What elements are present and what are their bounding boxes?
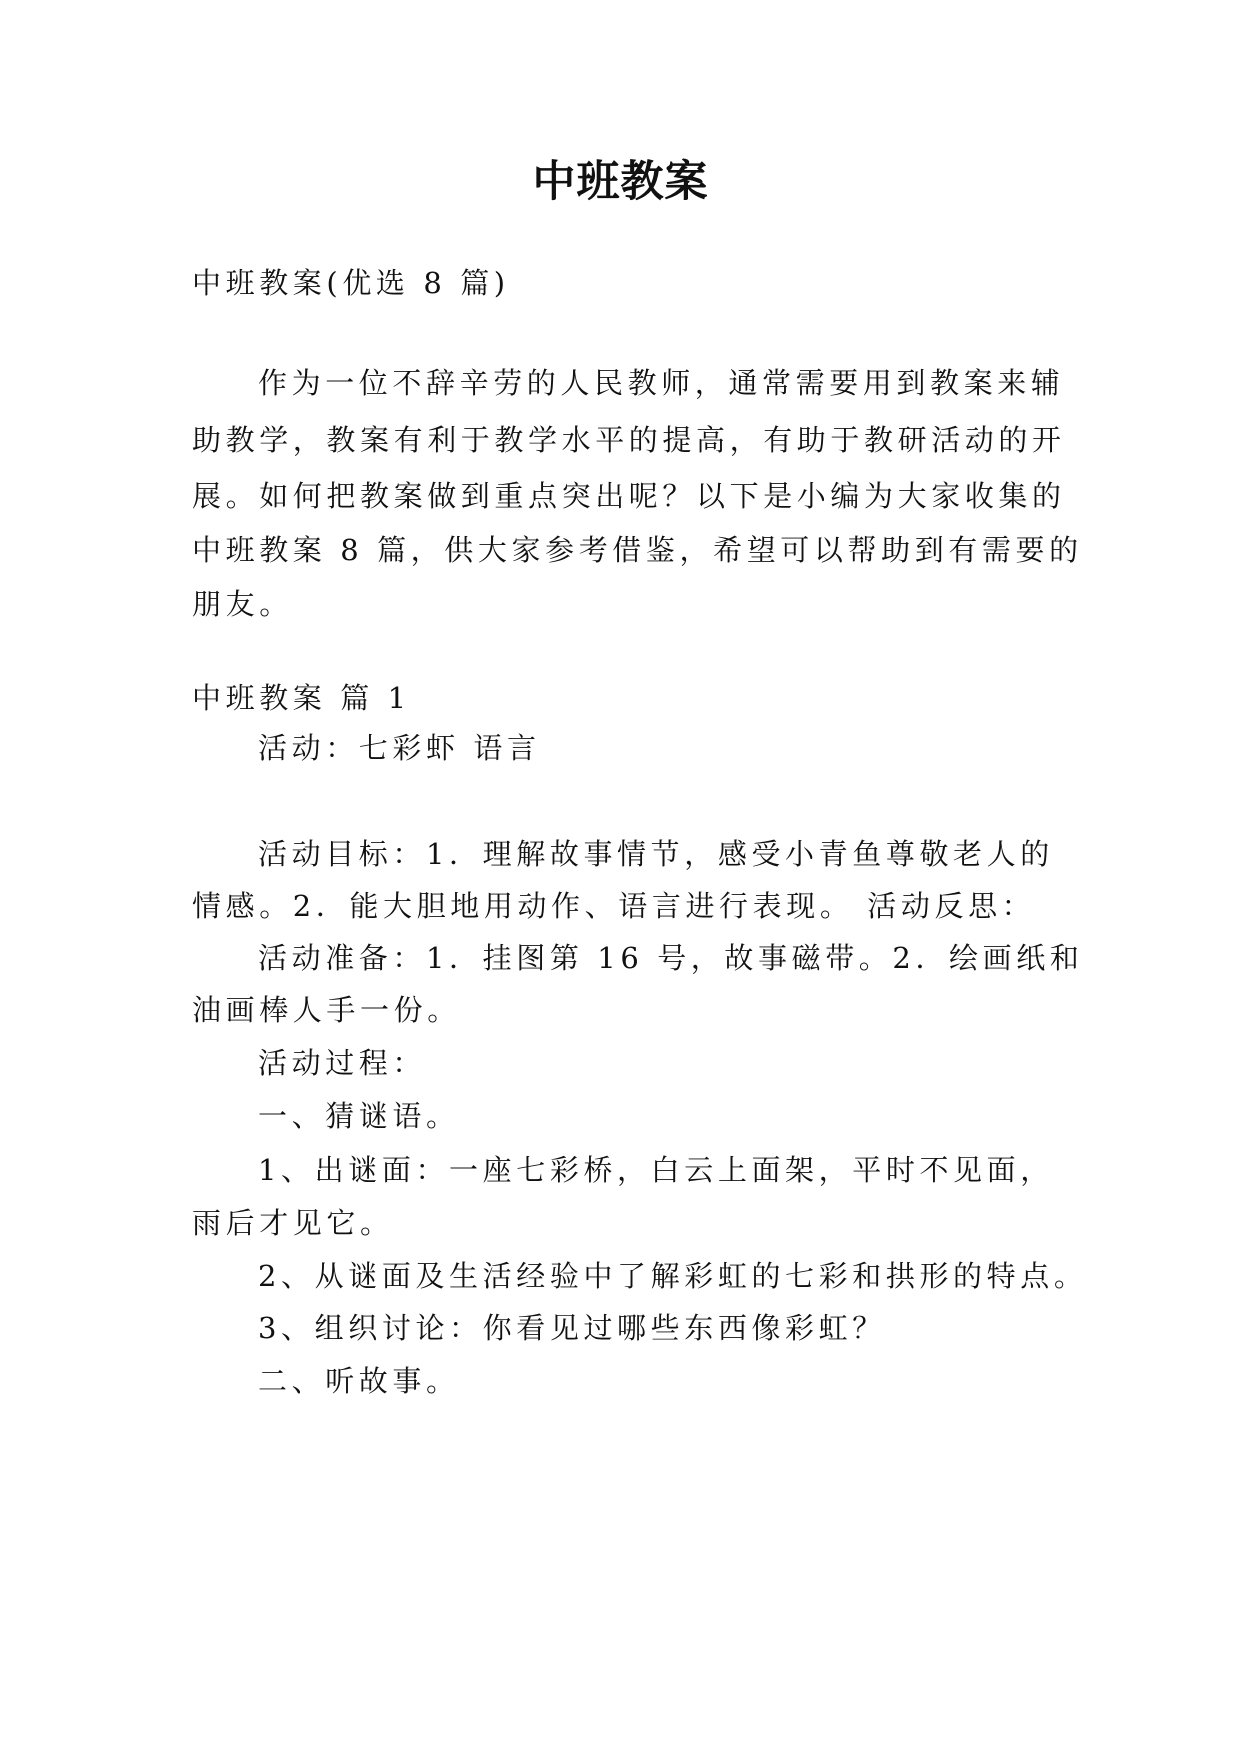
- intro-line: 作为一位不辞辛劳的人民教师，通常需要用到教案来辅: [258, 366, 1065, 400]
- riddle-line: 雨后才见它。: [192, 1206, 394, 1240]
- document-title: 中班教案: [532, 157, 709, 207]
- goal-line: 活动目标：1．理解故事情节，感受小青鱼尊敬老人的: [258, 837, 1054, 871]
- intro-line: 展。如何把教案做到重点突出呢？以下是小编为大家收集的: [192, 479, 1066, 513]
- prep-line: 活动准备：1．挂图第 16 号，故事磁带。2．绘画纸和: [258, 941, 1084, 975]
- document-subtitle: 中班教案(优选 8 篇): [192, 266, 510, 300]
- riddle-line: 1、出谜面：一座七彩桥，白云上面架，平时不见面，: [258, 1153, 1054, 1187]
- activity-title: 活动：七彩虾 语言: [258, 731, 541, 765]
- intro-line: 助教学，教案有利于教学水平的提高，有助于教研活动的开: [192, 423, 1066, 457]
- process-label: 活动过程：: [258, 1046, 427, 1080]
- prep-line: 油画棒人手一份。: [192, 993, 461, 1027]
- section-heading: 中班教案 篇 1: [192, 681, 411, 715]
- list-item: 2、从谜面及生活经验中了解彩虹的七彩和拱形的特点。: [258, 1259, 1088, 1293]
- step-heading-2: 二、听故事。: [258, 1364, 460, 1398]
- intro-line: 中班教案 8 篇，供大家参考借鉴，希望可以帮助到有需要的: [192, 533, 1083, 567]
- goal-line: 情感。2．能大胆地用动作、语言进行表现。 活动反思：: [192, 889, 1036, 923]
- step-heading-1: 一、猜谜语。: [258, 1099, 460, 1133]
- list-item: 3、组织讨论：你看见过哪些东西像彩虹？: [258, 1311, 886, 1345]
- intro-line: 朋友。: [192, 587, 293, 621]
